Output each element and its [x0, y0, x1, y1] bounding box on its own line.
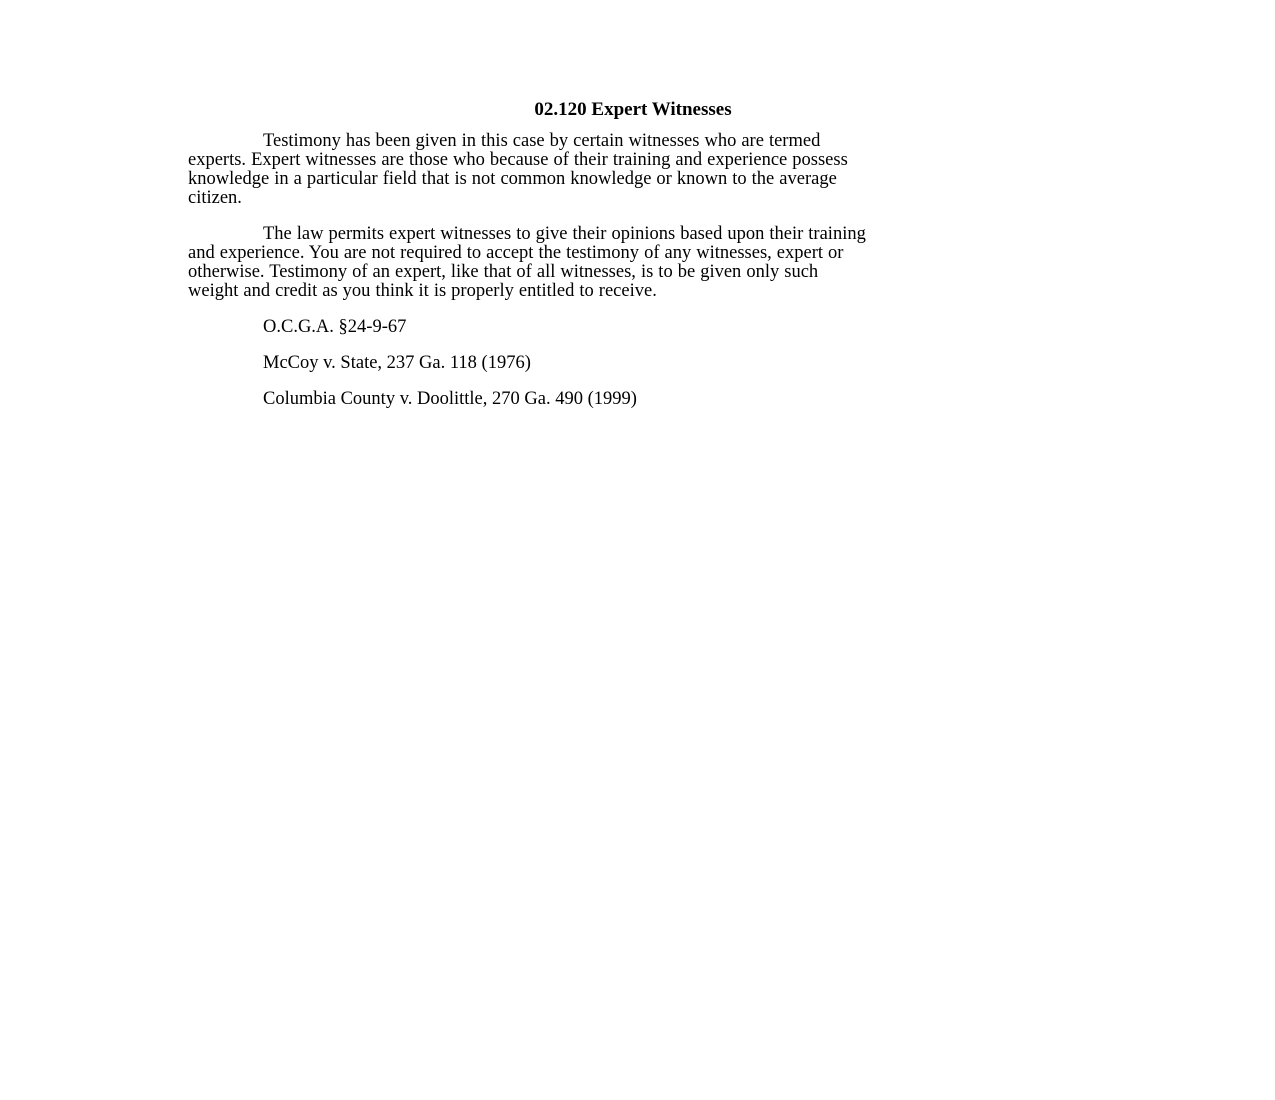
citation-statute: O.C.G.A. §24-9-67: [263, 317, 407, 337]
paragraph-line: and experience. You are not required to accept the testimony of any witnesses, expert or: [188, 243, 844, 263]
citation-case-mccoy: McCoy v. State, 237 Ga. 118 (1976): [263, 353, 531, 373]
paragraph-expert-definition: [188, 132, 1078, 208]
paragraph-line: Testimony has been given in this case by certain witnesses who are termed: [263, 131, 821, 151]
paragraph-line: experts. Expert witnesses are those who because of their training and experience possess: [188, 150, 848, 170]
document-title: 02.120 Expert Witnesses: [534, 99, 732, 120]
paragraph-line: knowledge in a particular field that is not common knowledge or known to the average: [188, 169, 837, 189]
citation-case-columbia: Columbia County v. Doolittle, 270 Ga. 490 (1999): [263, 389, 637, 409]
paragraph-line: otherwise. Testimony of an expert, like that of all witnesses, is to be given only such: [188, 262, 819, 282]
paragraph-expert-opinions: [188, 225, 1078, 301]
paragraph-line: weight and credit as you think it is properly entitled to receive.: [188, 281, 657, 301]
document-page: [188, 98, 1078, 426]
paragraph-line: The law permits expert witnesses to give their opinions based upon their training: [263, 224, 866, 244]
paragraph-line: citizen.: [188, 188, 242, 208]
